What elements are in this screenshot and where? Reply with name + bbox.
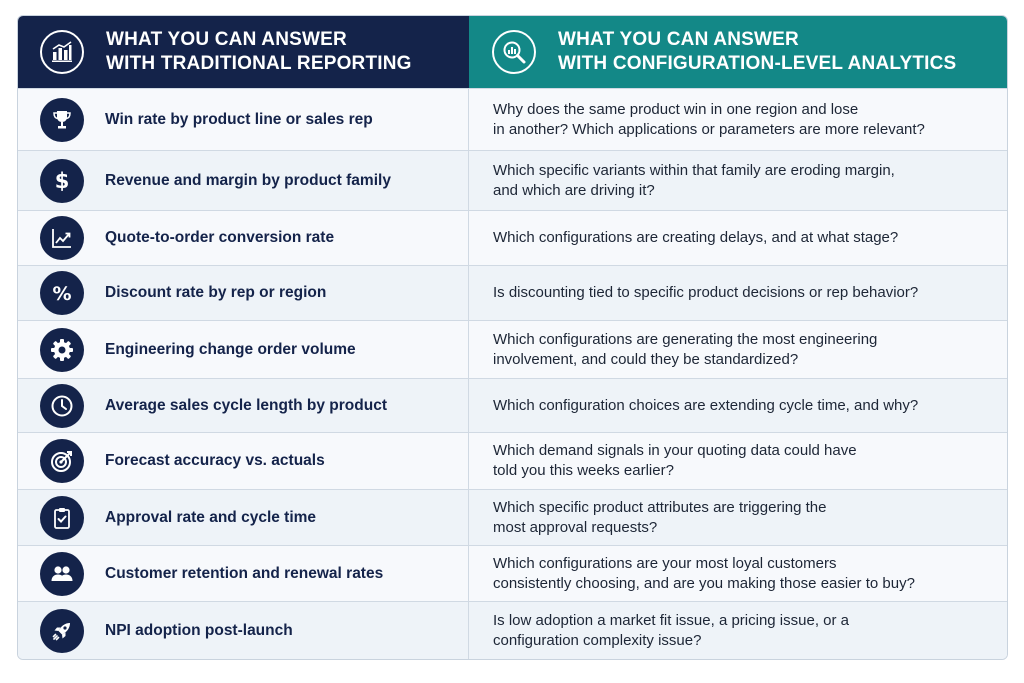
traditional-cell — [18, 151, 469, 210]
trend-chart-icon — [40, 216, 84, 260]
metric-label: Approval rate and cycle time — [105, 508, 317, 526]
analytics-line: most approval requests? — [493, 518, 658, 536]
table-row — [18, 378, 1007, 432]
analytics-line: involvement, and could they be standardized? — [493, 350, 799, 368]
analytics-cell — [469, 602, 1007, 659]
header-left-line2: WITH TRADITIONAL REPORTING — [106, 53, 412, 74]
bar-chart-icon — [40, 30, 84, 74]
users-icon — [40, 552, 84, 596]
analytics-question — [493, 441, 857, 481]
analytics-line: Which configuration choices are extending cycle time, and why? — [493, 396, 919, 414]
analytics-cell — [469, 546, 1007, 601]
metric-label: Engineering change order volume — [105, 340, 356, 358]
analytics-line: Which configurations are your most loyal customers — [493, 554, 837, 572]
metric-label: NPI adoption post-launch — [105, 621, 293, 639]
analytics-question — [493, 161, 895, 201]
analytics-cell — [469, 89, 1007, 150]
dollar-icon — [40, 159, 84, 203]
analytics-question — [493, 396, 918, 416]
analytics-question — [493, 228, 898, 248]
analytics-line: Is discounting tied to specific product decisions or rep behavior? — [493, 284, 919, 301]
analytics-question — [493, 498, 827, 538]
analytics-question — [493, 330, 877, 370]
header-right-line2: WITH CONFIGURATION-LEVEL ANALYTICS — [558, 53, 957, 74]
analytics-line: Why does the same product win in one region and lose — [493, 100, 859, 118]
analytics-question — [493, 100, 925, 140]
analytics-line: told you this weeks earlier? — [493, 462, 674, 479]
analytics-line: Which specific product attributes are triggering the — [493, 498, 827, 516]
clipboard-check-icon — [40, 496, 84, 540]
analytics-line: and which are driving it? — [493, 181, 655, 199]
analytics-cell — [469, 211, 1007, 265]
svg-text:$: $ — [54, 168, 70, 193]
metric-label: Average sales cycle length by product — [105, 396, 387, 414]
metric-label: Customer retention and renewal rates — [105, 564, 384, 582]
analytics-line: Is low adoption a market fit issue, a pricing issue, or a — [493, 611, 850, 629]
clock-icon — [40, 384, 84, 428]
target-icon — [40, 439, 84, 483]
analytics-question — [493, 554, 915, 594]
analytics-line: Which specific variants within that family are eroding margin, — [493, 161, 895, 179]
analytics-cell — [469, 151, 1007, 210]
comparison-table — [17, 15, 1008, 660]
header-traditional-reporting — [18, 16, 469, 88]
analytics-line: in another? Which applications or parameters are more relevant? — [493, 120, 925, 138]
magnifier-chart-icon — [492, 30, 536, 74]
table-header — [18, 16, 1007, 88]
trophy-icon — [40, 98, 84, 142]
header-right-line1: WHAT YOU CAN ANSWER — [558, 29, 799, 50]
table-row — [18, 545, 1007, 601]
analytics-cell — [469, 433, 1007, 489]
table-row — [18, 432, 1007, 489]
traditional-cell — [18, 266, 469, 320]
traditional-cell — [18, 321, 469, 378]
metric-label: Win rate by product line or sales rep — [105, 110, 373, 128]
analytics-cell — [469, 379, 1007, 432]
gear-icon — [40, 328, 84, 372]
analytics-line: Which demand signals in your quoting data could have — [493, 442, 857, 459]
traditional-cell — [18, 211, 469, 265]
analytics-line: Which configurations are creating delays, and at what stage? — [493, 229, 899, 246]
percent-icon — [40, 271, 84, 315]
traditional-cell — [18, 546, 469, 601]
header-left-title — [106, 28, 412, 76]
rocket-icon — [40, 609, 84, 653]
traditional-cell — [18, 602, 469, 659]
table-row — [18, 320, 1007, 378]
table-row — [18, 601, 1007, 659]
svg-text:%: % — [52, 283, 72, 305]
header-left-line1: WHAT YOU CAN ANSWER — [106, 29, 347, 50]
analytics-cell — [469, 321, 1007, 378]
table-row — [18, 150, 1007, 210]
traditional-cell — [18, 490, 469, 545]
metric-label: Revenue and margin by product family — [105, 171, 391, 189]
traditional-cell — [18, 379, 469, 432]
analytics-line: consistently choosing, and are you making those easier to buy? — [493, 574, 915, 592]
analytics-line: configuration complexity issue? — [493, 631, 702, 649]
analytics-line: Which configurations are generating the most engineering — [493, 330, 878, 348]
analytics-question — [493, 283, 918, 303]
table-row — [18, 210, 1007, 265]
table-body — [18, 88, 1007, 659]
metric-label: Forecast accuracy vs. actuals — [105, 452, 325, 469]
analytics-cell — [469, 490, 1007, 545]
traditional-cell — [18, 433, 469, 489]
traditional-cell — [18, 89, 469, 150]
table-row — [18, 88, 1007, 150]
analytics-cell — [469, 266, 1007, 320]
header-configuration-analytics — [469, 16, 1007, 88]
analytics-question — [493, 611, 849, 651]
metric-label: Discount rate by rep or region — [105, 284, 327, 301]
table-row — [18, 265, 1007, 320]
table-row — [18, 489, 1007, 545]
metric-label: Quote-to-order conversion rate — [105, 229, 335, 246]
header-right-title — [558, 28, 956, 76]
